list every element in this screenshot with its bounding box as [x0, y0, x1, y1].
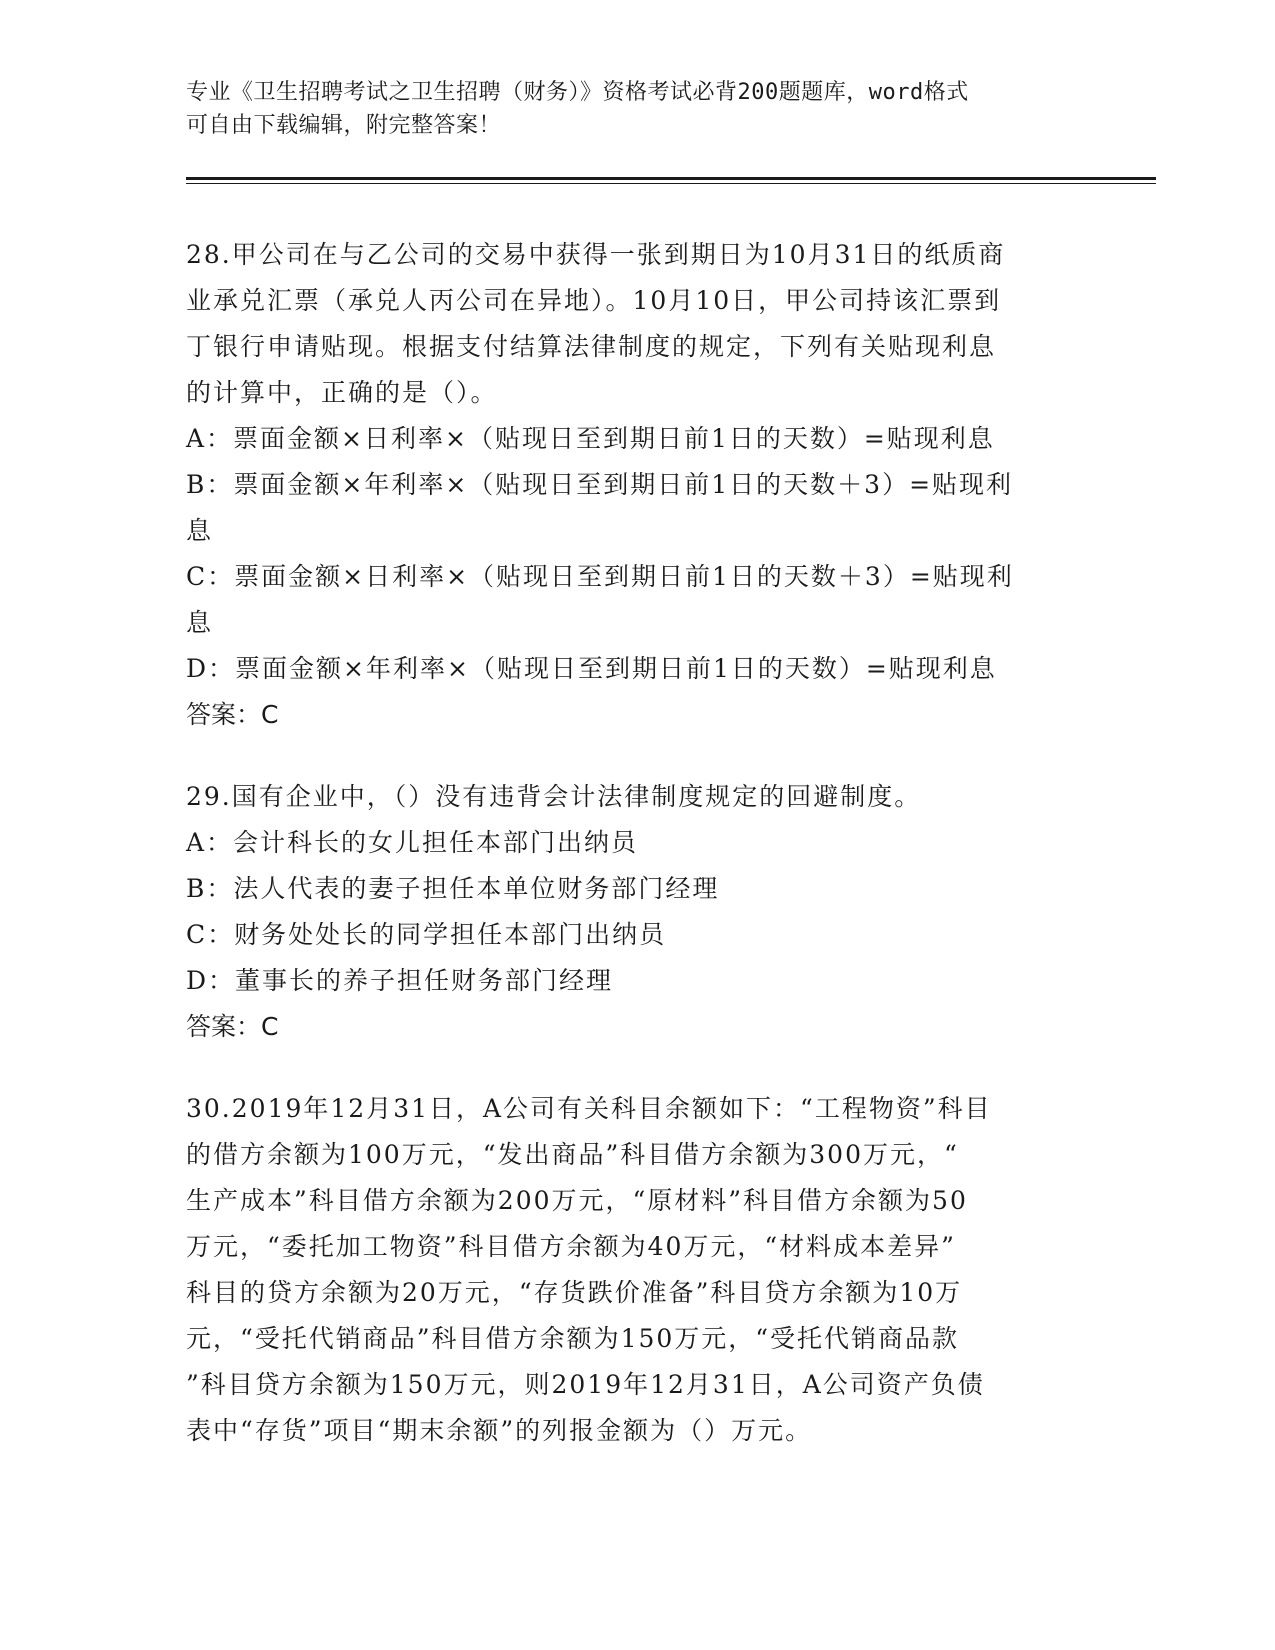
question-block-29 — [186, 774, 1086, 1050]
header-divider-thick — [186, 177, 1156, 180]
question-stem-line: 29.国有企业中，（）没有违背会计法律制度规定的回避制度。 — [186, 782, 922, 811]
question-stem-line: 的借方余额为100万元，“发出商品”科目借方余额为300万元，“ — [186, 1140, 959, 1169]
header-title-line-2: 可自由下载编辑，附完整答案！ — [186, 113, 502, 138]
option-a: A：会计科长的女儿担任本部门出纳员 — [186, 828, 639, 857]
document-header — [186, 76, 1066, 142]
option-a: A：票面金额×日利率×（贴现日至到期日前1日的天数）=贴现利息 — [186, 424, 995, 453]
header-title-line-1: 专业《卫生招聘考试之卫生招聘（财务）》资格考试必背200题题库，word格式 — [186, 80, 969, 105]
question-spacer — [186, 1050, 1086, 1086]
header-divider-thin — [186, 183, 1156, 184]
answer-label: 答案：C — [186, 1012, 279, 1041]
option-b-continued: 息 — [186, 516, 214, 545]
question-spacer — [186, 738, 1086, 774]
question-stem-line: 表中“存货”项目“期末余额”的列报金额为（）万元。 — [186, 1416, 813, 1445]
question-stem-line: 28.甲公司在与乙公司的交易中获得一张到期日为10月31日的纸质商 — [186, 240, 1006, 269]
question-stem-line: 万元，“委托加工物资”科目借方余额为40万元，“材料成本差异” — [186, 1232, 956, 1261]
option-b: B：法人代表的妻子担任本单位财务部门经理 — [186, 874, 720, 903]
question-stem-line: 生产成本”科目借方余额为200万元，“原材料”科目借方余额为50 — [186, 1186, 968, 1215]
option-d: D：董事长的养子担任财务部门经理 — [186, 966, 614, 995]
question-stem-line: 科目的贷方余额为20万元，“存货跌价准备”科目贷方余额为10万 — [186, 1278, 963, 1307]
question-stem-line: 30.2019年12月31日，A公司有关科目余额如下：“工程物资”科目 — [186, 1094, 992, 1123]
question-stem-line: 的计算中，正确的是（）。 — [186, 378, 498, 407]
question-block-30 — [186, 1086, 1086, 1454]
option-c-continued: 息 — [186, 608, 214, 637]
option-b: B：票面金额×年利率×（贴现日至到期日前1日的天数＋3）=贴现利 — [186, 470, 1014, 499]
question-list — [186, 232, 1086, 1454]
question-block-28 — [186, 232, 1086, 738]
option-c: C：财务处处长的同学担任本部门出纳员 — [186, 920, 667, 949]
question-stem-line: 业承兑汇票（承兑人丙公司在异地）。10月10日，甲公司持该汇票到 — [186, 286, 1002, 315]
question-stem-line: 丁银行申请贴现。根据支付结算法律制度的规定，下列有关贴现利息 — [186, 332, 997, 361]
question-stem-line: 元，“受托代销商品”科目借方余额为150万元，“受托代销商品款 — [186, 1324, 960, 1353]
option-c: C：票面金额×日利率×（贴现日至到期日前1日的天数＋3）=贴现利 — [186, 562, 1014, 591]
answer-label: 答案：C — [186, 700, 279, 729]
option-d: D：票面金额×年利率×（贴现日至到期日前1日的天数）=贴现利息 — [186, 654, 997, 683]
question-stem-line: ”科目贷方余额为150万元，则2019年12月31日，A公司资产负债 — [186, 1370, 985, 1399]
